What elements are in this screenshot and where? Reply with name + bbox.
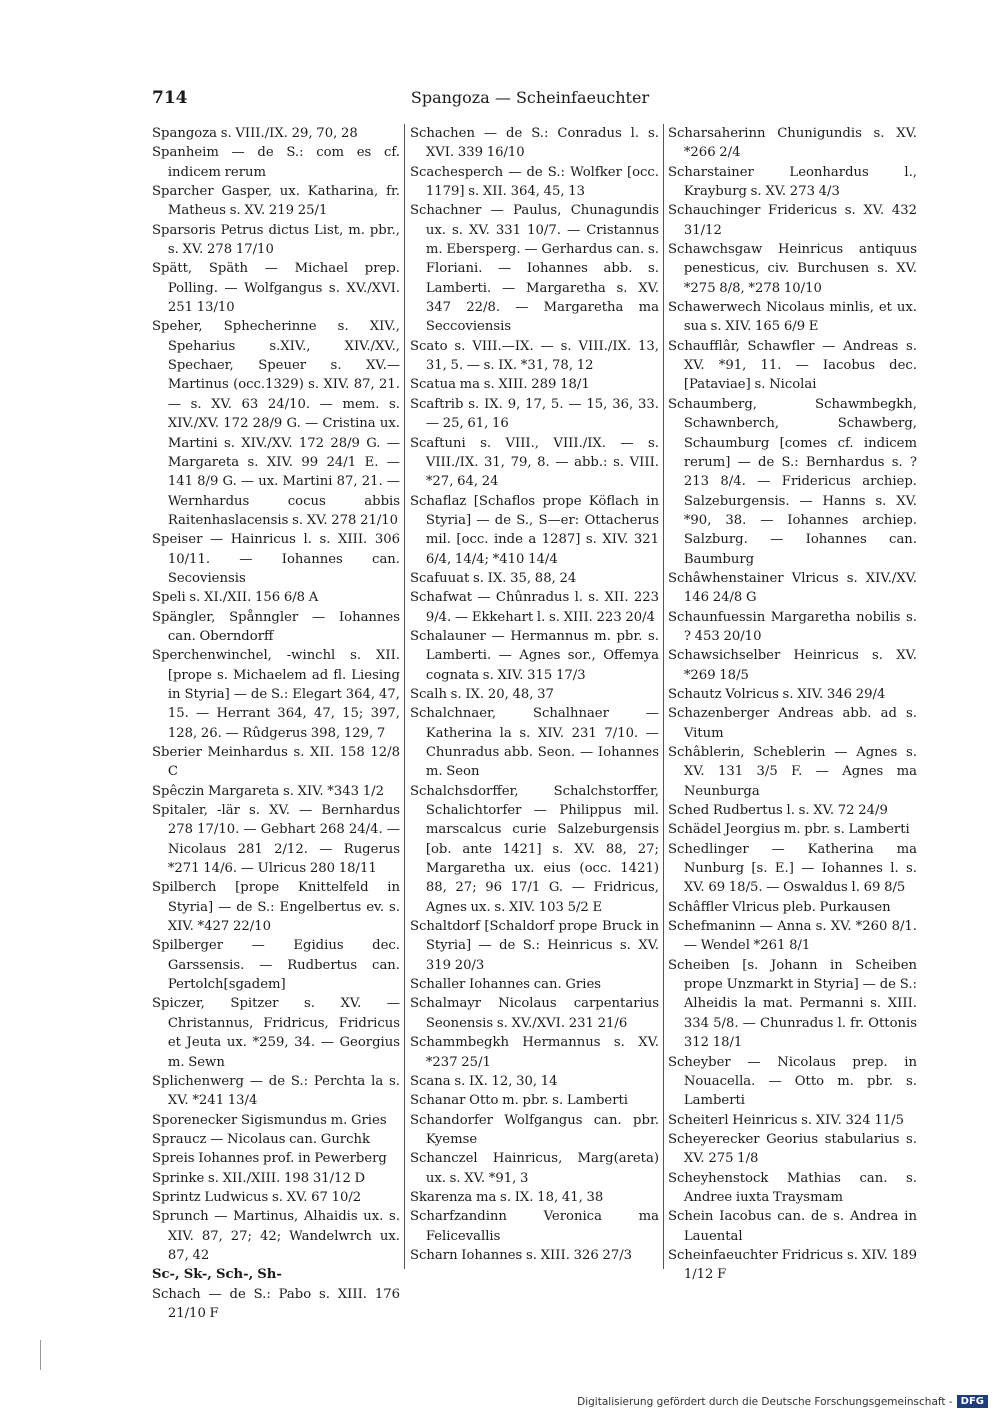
index-entry: Scheinfaeuchter Fridricus s. XIV. 189 1/12 F <box>668 1247 917 1283</box>
index-entry: Schalmayr Nicolaus carpentarius Seonensis s. XV./XVI. 231 21/6 <box>410 996 659 1031</box>
index-entry: Scalh s. IX. 20, 48, 37 <box>410 686 554 702</box>
index-entry: Schafwat — Chûnradus l. s. XII. 223 9/4. — Ekkehart l. s. XIII. 223 20/4 <box>410 590 659 625</box>
index-entry: Scheyber — Nicolaus prep. in Nouacella. — Otto m. pbr. s. Lamberti <box>668 1054 917 1109</box>
index-entry: Scheiben [s. Johann in Scheiben prope Unzmarkt in Styria] — de S.: Alheidis la mat. Permanni s. XIII. 334 5/8. — Chunradus l. fr. Ottonis 312 18/1 <box>668 957 917 1051</box>
index-entry: Skarenza ma s. IX. 18, 41, 38 <box>410 1189 604 1205</box>
index-entry: Scafuuat s. IX. 35, 88, 24 <box>410 570 577 586</box>
index-entry: Spilberch [prope Knittelfeld in Styria] — de S.: Engelbertus ev. s. XIV. *427 22/10 <box>152 880 400 935</box>
index-entry: Schalauner — Hermannus m. pbr. s. Lamberti. — Agnes sor., Offemya cognata s. XIV. 315 17/3 <box>410 628 659 683</box>
index-entry: Scharsaherinn Chunigundis s. XV. *266 2/4 <box>668 126 917 161</box>
index-entry: Sprunch — Martinus, Alhaidis ux. s. XIV. 87, 27; 42; Wandelwrch ux. 87, 42 <box>152 1209 400 1263</box>
index-entry: Scheiterl Heinricus s. XIV. 324 11/5 <box>668 1112 904 1128</box>
dfg-logo: DFG <box>957 1395 988 1408</box>
index-entry: Scharstainer Leonhardus l., Krayburg s. XV. 273 4/3 <box>668 164 917 200</box>
index-entry: Schedlinger — Katherina ma Nunburg [s. E.] — Iohannes l. s. XV. 69 18/5. — Oswaldus l. 69 8/5 <box>668 841 917 896</box>
index-entry: Schanar Otto m. pbr. s. Lamberti <box>410 1093 629 1109</box>
index-entry: Schaunfuessin Margaretha nobilis s. ? 453 20/10 <box>668 609 917 644</box>
index-entry: Schandorfer Wolfgangus can. pbr. Kyemse <box>410 1112 659 1147</box>
index-entry: Schanczel Hainricus, Marg(areta) ux. s. XV. *91, 3 <box>410 1151 659 1186</box>
running-head: Spangoza — Scheinfaeuchter <box>410 88 650 107</box>
index-entry: Scharn Iohannes s. XIII. 326 27/3 <box>410 1247 633 1263</box>
index-entry: Schalchnaer, Schalhnaer — Katherina la s. XIV. 231 7/10. — Chunradus abb. Seon. — Iohannes m. Seon <box>410 706 659 780</box>
page-number: 714 <box>152 88 188 108</box>
index-entry: Scaftuni s. VIII., VIII./IX. — s. VIII./IX. 31, 79, 8. — abb.: s. VIII. *27, 64, 24 <box>410 435 659 490</box>
index-entry: Schâffler Vlricus pleb. Purkausen <box>668 899 891 915</box>
index-entry: Schädel Jeorgius m. pbr. s. Lamberti <box>668 822 910 838</box>
index-entry: Spêczin Margareta s. XIV. *343 1/2 <box>152 783 384 799</box>
index-entry: Sporenecker Sigismundus m. Gries <box>152 1112 387 1128</box>
index-entry: Splichenwerg — de S.: Perchta la s. XV. *241 13/4 <box>152 1073 400 1109</box>
margin-mark <box>40 1340 41 1370</box>
index-entry: Schalchsdorffer, Schalchstorffer, Schalichtorfer — Philippus mil. marscalcus curie Salzeburgensis [ob. ante 1421] s. XV. 88, 27; Margaretha ux. eius (occ. 1421) 88, 27; 96 17/1 G. — Fridricus, Agnes ux. s. XIV. 103 5/2 E <box>410 783 659 915</box>
index-entry: Spreis Iohannes prof. in Pewerberg <box>152 1151 387 1167</box>
index-entry: Scatua ma s. XIII. 289 18/1 <box>410 377 590 393</box>
index-entry: Schaflaz [Schaflos prope Köflach in Styria] — de S., S—er: Ottacherus mil. [occ. inde a 1287] s. XIV. 321 6/4, 14/4; *410 14/4 <box>410 493 659 567</box>
index-entry: Sprintz Ludwicus s. XV. 67 10/2 <box>152 1189 362 1205</box>
column-rule <box>663 124 664 1269</box>
index-entry: Schammbegkh Hermannus s. XV. *237 25/1 <box>410 1035 659 1070</box>
index-entry: Spilberger — Egidius dec. Garssensis. — Rudbertus can. Pertolch[sgadem] <box>152 938 400 993</box>
index-entry: Scheyhenstock Mathias can. s. Andree iuxta Traysmam <box>668 1170 917 1205</box>
index-entry: Schauchinger Fridericus s. XV. 432 31/12 <box>668 203 917 238</box>
index-entry: Sparsoris Petrus dictus List, m. pbr., s. XV. 278 17/10 <box>152 222 400 258</box>
index-entry: Schaller Iohannes can. Gries <box>410 977 602 993</box>
index-entry: Schachner — Paulus, Chunagundis ux. s. XV. 331 10/7. — Cristannus m. Ebersperg. — Gerhardus can. s. Floriani. — Iohannes abb. s. Lamberti. — Margaretha s. XV. 347 22/8. — Margaretha ma Seccoviensis <box>410 203 659 335</box>
index-entry: Spraucz — Nicolaus can. Gurchk <box>152 1131 370 1147</box>
index-entry: Speiser — Hainricus l. s. XIII. 306 10/11. — Iohannes can. Secoviensis <box>152 532 400 586</box>
index-entry: Spängler, Spånngler — Iohannes can. Oberndorff <box>152 609 400 644</box>
index-entry: Scana s. IX. 12, 30, 14 <box>410 1073 558 1089</box>
index-entry: Schaltdorf [Schaldorf prope Bruck in Styria] — de S.: Heinricus s. XV. 319 20/3 <box>410 919 659 973</box>
index-entry: Scaftrib s. IX. 9, 17, 5. — 15, 36, 33. — 25, 61, 16 <box>410 396 659 432</box>
index-entry: Schaufflâr, Schawfler — Andreas s. XV. *91, 11. — Iacobus dec. [Pataviae] s. Nicolai <box>668 338 917 393</box>
index-entry: Schautz Volricus s. XIV. 346 29/4 <box>668 686 886 702</box>
index-entry: Spanheim — de S.: com es cf. indicem rerum <box>152 145 400 180</box>
index-entry: Schaumberg, Schawmbegkh, Schawnberch, Schawberg, Schaumburg [comes cf. indicem rerum] — de S.: Bernhardus s. ? 213 8/4. — Fridericus archiep. Salzeburgensis. — Hanns s. XV. *90, 38. — Iohannes archiep. Salzburg. — Iohannes can. Baumburg <box>668 396 917 567</box>
index-entry: Schefmaninn — Anna s. XV. *260 8/1. — Wendel *261 8/1 <box>668 919 917 954</box>
index-column-2 <box>410 124 659 1265</box>
index-entry: Speli s. XI./XII. 156 6/8 A <box>152 590 319 606</box>
index-entry: Sperchenwinchel, -winchl s. XII. [prope s. Michaelem ad fl. Liesing in Styria] — de S.: Elegart 364, 47, 15. — Herrant 364, 47, 15; 397, 128, 26. — Rûdgerus 398, 129, 7 <box>152 648 400 741</box>
index-entry: Scato s. VIII.—IX. — s. VIII./IX. 13, 31, 5. — s. IX. *31, 78, 12 <box>410 338 659 374</box>
index-column-3 <box>668 124 917 1285</box>
index-entry: Schazenberger Andreas abb. ad s. Vitum <box>668 706 917 741</box>
index-entry: Scharfzandinn Veronica ma Felicevallis <box>410 1209 659 1244</box>
index-entry: Schachen — de S.: Conradus l. s. XVI. 339 16/10 <box>410 126 659 161</box>
index-entry: Scheyerecker Georius stabularius s. XV. 275 1/8 <box>668 1131 917 1167</box>
index-column-1 <box>152 124 400 1323</box>
index-entry: Spitaler, -lär s. XV. — Bernhardus 278 17/10. — Gebhart 268 24/4. — Nicolaus 281 2/12. — Rugerus *271 14/6. — Ulricus 280 18/11 <box>152 803 400 877</box>
index-entry: Spätt, Späth — Michael prep. Polling. — Wolfgangus s. XV./XVI. 251 13/10 <box>152 261 400 316</box>
index-entry: Schawerwech Nicolaus minlis, et ux. sua s. XIV. 165 6/9 E <box>668 300 917 335</box>
index-entry: Schein Iacobus can. de s. Andrea in Lauental <box>668 1209 917 1244</box>
index-entry: Sc-, Sk-, Sch-, Sh- <box>152 1267 282 1283</box>
index-entry: Spangoza s. VIII./IX. 29, 70, 28 <box>152 126 358 141</box>
index-entry: Schâwhenstainer Vlricus s. XIV./XV. 146 24/8 G <box>668 570 917 606</box>
index-entry: Schawchsgaw Heinricus antiquus penesticus, civ. Burchusen s. XV. *275 8/8, *278 10/10 <box>668 242 917 296</box>
index-entry: Schâblerin, Scheblerin — Agnes s. XV. 131 3/5 F. — Agnes ma Neunburga <box>668 745 917 799</box>
index-entry: Sberier Meinhardus s. XII. 158 12/8 C <box>152 745 400 780</box>
column-rule <box>404 124 405 1269</box>
index-entry: Scachesperch — de S.: Wolfker [occ. 1179] s. XII. 364, 45, 13 <box>410 164 659 200</box>
index-entry: Sprinke s. XII./XIII. 198 31/12 D <box>152 1170 366 1186</box>
funding-footer <box>577 1395 988 1408</box>
index-entry: Sched Rudbertus l. s. XV. 72 24/9 <box>668 803 888 819</box>
index-entry: Sparcher Gasper, ux. Katharina, fr. Matheus s. XV. 219 25/1 <box>152 184 400 219</box>
index-entry: Speher, Sphecherinne s. XIV., Speharius s.XIV., XIV./XV., Spechaer, Speuer s. XV.— Martinus (occ.1329) s. XIV. 87, 21. — s. XV. 63 24/10. — mem. s. XIV./XV. 172 28/9 G. — Cristina ux. Martini s. XIV./XV. 172 28/9 G. — Margareta s. XIV. 99 24/1 E. — 141 8/9 G. — ux. Martini 87, 21. — Wernhardus cocus abbis Raitenhaslacensis s. XV. 278 21/10 <box>152 319 400 528</box>
index-entry: Schach — de S.: Pabo s. XIII. 176 21/10 F <box>152 1286 400 1321</box>
index-entry: Schawsichselber Heinricus s. XV. *269 18/5 <box>668 648 917 683</box>
index-entry: Spiczer, Spitzer s. XV. — Christannus, Fridricus, Fridricus et Jeuta ux. *259, 34. — Georgius m. Sewn <box>152 996 400 1070</box>
footer-text: Digitalisierung gefördert durch die Deutsche Forschungsgemeinschaft - <box>577 1395 953 1408</box>
